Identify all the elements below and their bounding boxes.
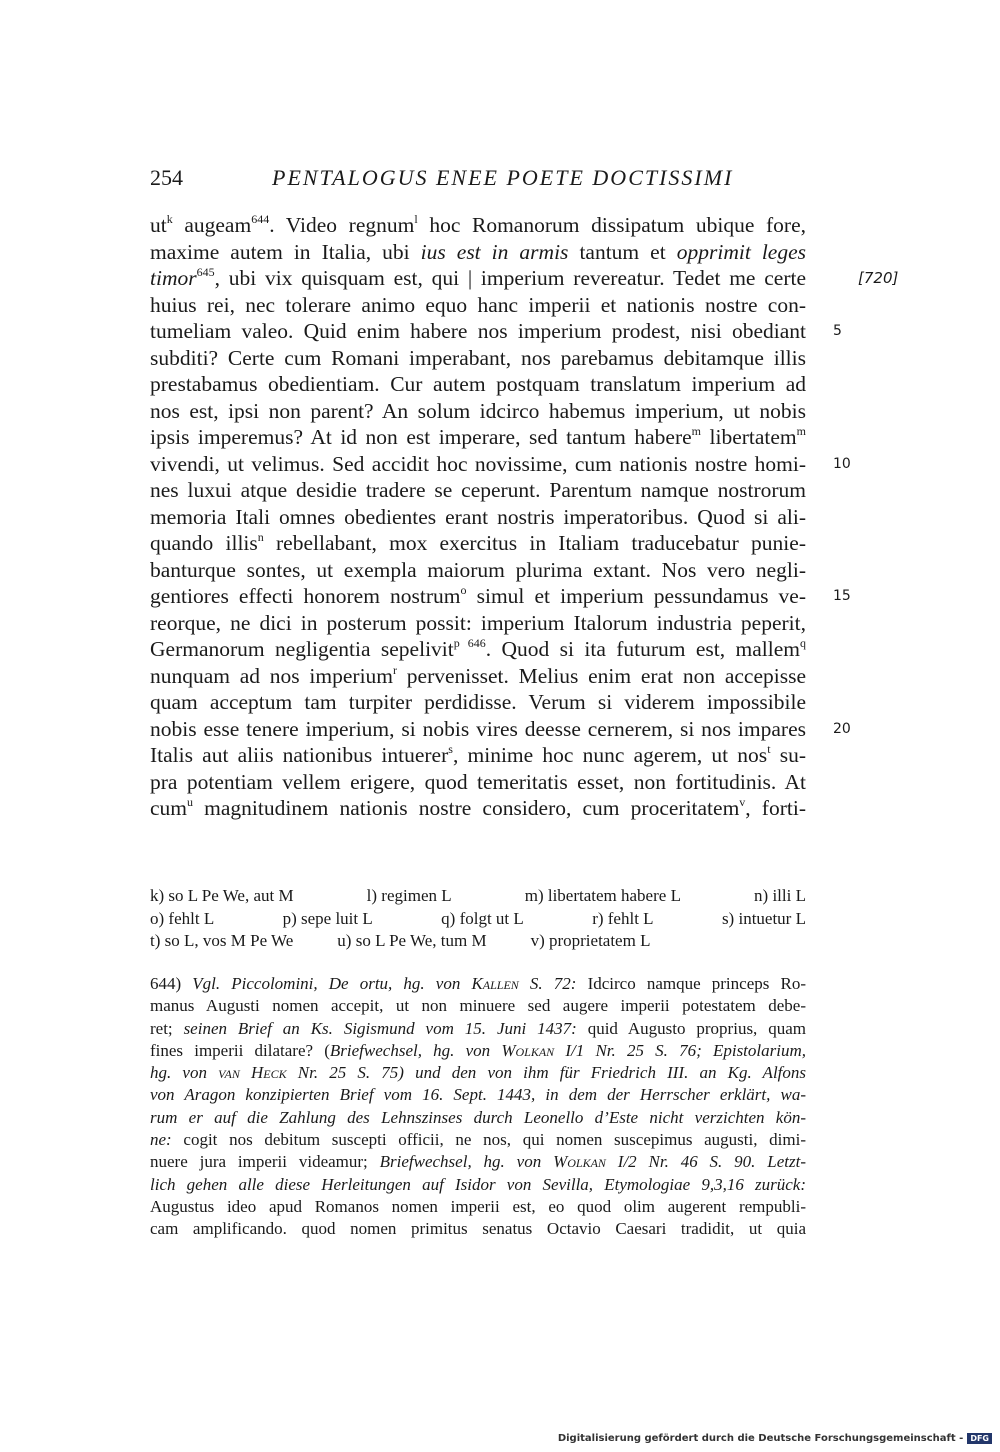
apparatus-entry: m) libertatem habere L (524, 886, 681, 905)
footnote-line: cam amplificando. quod nomen primitus senatus Octavio Caesari tradidit, ut quia (150, 1219, 806, 1239)
footnote-line: fines imperii dilatare? (Briefwechsel, hg. von Wolkan I/1 Nr. 25 S. 76; Epistolarium, (150, 1040, 806, 1060)
text-line: quando illis$^n$ rebellabant, mox exercitus in Italiam traducebatur punie- (150, 530, 806, 555)
text-line: ipsis imperemus? At id non est imperare, sed tantum habere$^m$ libertatem$^m$ (150, 424, 807, 449)
apparatus-entry: o) fehlt L (150, 908, 215, 928)
apparatus-entry: r) fehlt L (592, 908, 654, 928)
margin-reference: [720] (858, 269, 899, 287)
footnote-line: nuere jura imperii videamur; Briefwechsel, hg. von Wolkan I/2 Nr. 46 S. 90. Letzt- (150, 1152, 806, 1172)
footnote-line: 644) Vgl. Piccolomini, De ortu, hg. von Kallen S. 72: Idcirco namque princeps Ro- (150, 974, 806, 993)
footnote-line: Augustus ideo apud Romanos nomen imperii est, eo quod olim augerent rempubli- (150, 1196, 806, 1216)
text-line: nobis esse tenere imperium, si nobis vires deesse cernerem, si nos impares 20 (150, 716, 851, 741)
text-line: huius rei, nec tolerare animo equo hanc imperii et nationis nostre con- (150, 292, 806, 317)
text-line: nes luxui atque desidie tradere se ceperunt. Parentum namque nostrorum (150, 478, 806, 502)
footnote-line: manus Augusti nomen accepit, ut non minuere sed augere imperii potestatem debe- (150, 996, 806, 1016)
main-text (150, 212, 899, 822)
footnote-line: ne: cogit nos debitum suscepti officii, ne nos, qui nomen suscepimus augusti, dimi- (150, 1130, 806, 1150)
text-line: Germanorum negligentia sepelivit$^{p 646}$. Quod si ita futurum est, mallem$^q$ (150, 636, 806, 661)
apparatus-line (150, 908, 806, 931)
text-line: tumeliam valeo. Quid enim habere nos imperium prodest, nisi obediant 5 (150, 319, 842, 343)
text-line: reorque, ne dici in posterum possit: imperium Italorum industria peperit, (150, 610, 806, 635)
text-line: prestabamus obedientiam. Cur autem postquam translatum imperium ad (150, 372, 806, 396)
text-line: timor$^{645}$, ubi vix quisquam est, qui | imperium revereatur. Tedet me certe [720] (150, 265, 899, 290)
footnote-line: hg. von van Heck Nr. 25 S. 75) und den von ihm für Friedrich III. an Kg. Alfons (150, 1063, 807, 1083)
line-number: 15 (833, 588, 851, 604)
text-line: memoria Itali omnes obedientes erant nostris imperatoribus. Quod si ali- (150, 504, 806, 529)
apparatus-entry: u) so L Pe We, tum M (337, 931, 487, 950)
text-line: nos est, ipsi non parent? An solum idcirco habemus imperium, ut nobis (150, 398, 806, 423)
text-line: quam acceptum tam turpiter perdidisse. Verum si viderem impossibile (150, 690, 806, 714)
text-line: maxime autem in Italia, ubi ius est in armis tantum et opprimit leges (150, 239, 806, 264)
apparatus-entry: p) sepe luit L (282, 908, 373, 928)
page-number: 254 (150, 165, 183, 190)
footnote-line: rum er auf die Zahlung des Lehnszinses durch Leonello d’Este nicht verzichten kön- (150, 1107, 806, 1127)
text-line: nunquam ad nos imperium$^r$ pervenisset. Melius enim erat non accepisse (150, 662, 806, 688)
text-line: gentiores effecti honorem nostrum$^o$ simul et imperium pessundamus ve- 15 (150, 583, 851, 608)
text-line: pra potentiam vellem erigere, quod temeritatis esset, non fortitudinis. At (150, 769, 806, 794)
footnotes (150, 973, 806, 1241)
text-line: $ut^k$ augeam$^{644}$. Video regnum$^l$ hoc Romanorum dissipatum ubique fore, (150, 212, 806, 237)
running-header (150, 163, 733, 193)
line-number: 5 (833, 323, 842, 339)
digitization-footer (558, 1433, 992, 1444)
line-number: 10 (833, 455, 851, 472)
apparatus-entry: l) regimen L (366, 886, 452, 905)
text-line: banturque sontes, ut exempla maiorum plurima extant. Nos vero negli- (150, 557, 806, 582)
apparatus-entry: n) illi L (754, 886, 806, 905)
apparatus-entry: t) so L, vos M Pe We (150, 931, 294, 950)
text-line: cum$^u$ magnitudinem nationis nostre considero, cum proceritatem$^v$, forti- (150, 795, 806, 820)
apparatus-line (150, 885, 806, 908)
line-number: 20 (833, 720, 851, 737)
footnote-line: von Aragon konzipierten Brief vom 16. Sept. 1443, in dem der Herrscher erklärt, wa- (150, 1085, 806, 1105)
apparatus-entry: v) proprietatem L (530, 931, 651, 950)
apparatus-entry: s) intuetur L (721, 908, 806, 928)
text-line: subditi? Certe cum Romani imperabant, nos parebamus debitamque illis (150, 345, 806, 370)
running-title: PENTALOGUS ENEE POETE DOCTISSIMI (272, 165, 734, 190)
apparatus-entry: q) folgt ut L (441, 908, 524, 928)
dfg-logo: DFG (967, 1433, 992, 1444)
footnote-line: ret; seinen Brief an Ks. Sigismund vom 15. Juni 1437: quid Augusto proprius, quam (150, 1018, 806, 1038)
critical-apparatus (150, 885, 806, 953)
text-line: Italis aut aliis nationibus intuerer$^s$, minime hoc nunc agerem, ut nos$^t$ su- (150, 742, 806, 767)
apparatus-entry: k) so L Pe We, aut M (150, 886, 294, 905)
text-line: vivendi, ut velimus. Sed accidit hoc novissime, cum nationis nostre homi- 10 (150, 451, 851, 476)
apparatus-line (150, 930, 806, 953)
footer-text: Digitalisierung gefördert durch die Deutsche Forschungsgemeinschaft - (557, 1433, 964, 1444)
footnote-line: lich gehen alle diese Herleitungen auf Isidor von Sevilla, Etymologiae 9,3,16 zurück: (150, 1174, 806, 1194)
